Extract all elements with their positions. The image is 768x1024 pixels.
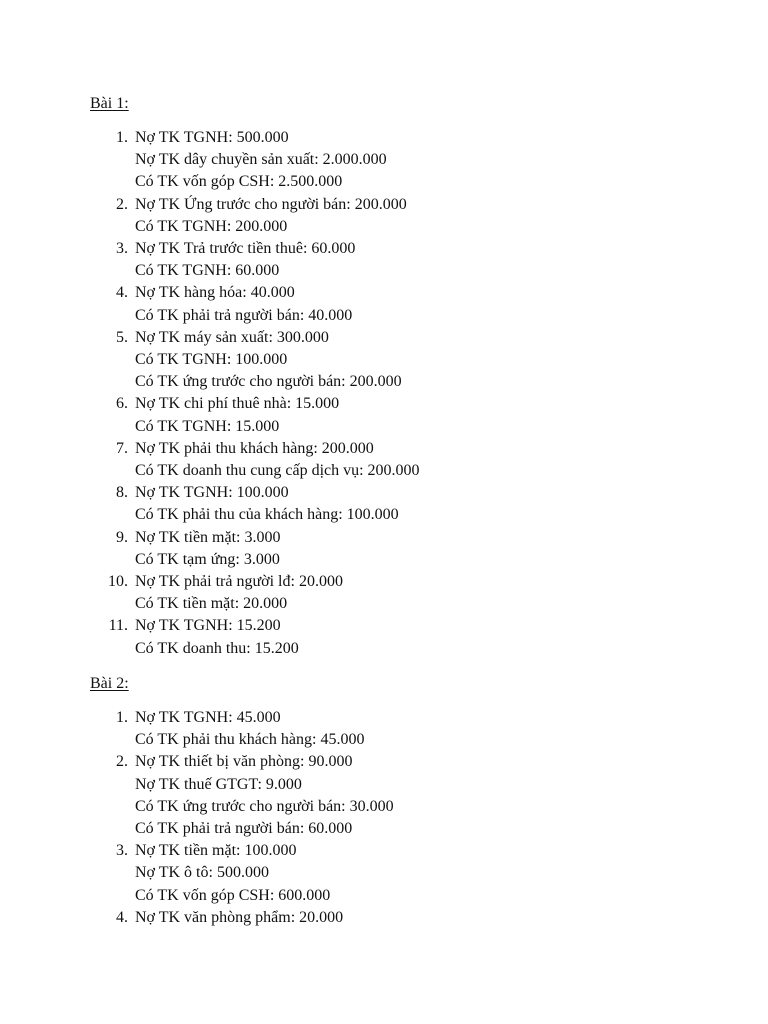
entry-number: 7. [116, 439, 128, 457]
entry-number: 2. [116, 195, 128, 213]
entry-line: Có TK vốn góp CSH: 2.500.000 [135, 173, 343, 191]
entry-line: Nợ TK tiền mặt: 3.000 [135, 528, 281, 546]
entry-line: Nợ TK tiền mặt: 100.000 [135, 842, 297, 860]
entry-line: Nợ TK phải trả người lđ: 20.000 [135, 573, 343, 591]
entry-line: Nợ TK dây chuyền sản xuất: 2.000.000 [135, 151, 387, 169]
journal-entry [0, 194, 420, 238]
journal-entry [0, 127, 420, 194]
entry-line: Nợ TK ô tô: 500.000 [135, 864, 269, 882]
journal-entry [0, 840, 394, 907]
entry-line: Nợ TK TGNH: 45.000 [135, 709, 281, 726]
entry-line: Nợ TK Trả trước tiền thuê: 60.000 [135, 240, 356, 258]
entry-line: Có TK TGNH: 60.000 [135, 262, 280, 280]
journal-entry [0, 571, 420, 615]
entry-lines [135, 282, 420, 326]
entry-number: 2. [116, 753, 128, 771]
entry-number: 11. [108, 617, 128, 635]
section-heading-bai-2: Bài 2: [90, 675, 129, 692]
entry-line: Có TK TGNH: 15.000 [135, 417, 280, 435]
entry-lines [135, 127, 420, 194]
entry-lines [135, 707, 394, 751]
journal-entry [0, 615, 420, 659]
entry-line: Có TK TGNH: 100.000 [135, 351, 288, 369]
journal-entry [0, 438, 420, 482]
entry-number: 3. [116, 240, 128, 258]
entry-number: 4. [116, 908, 128, 926]
entry-number: 4. [116, 284, 128, 302]
entry-line: Nợ TK hàng hóa: 40.000 [135, 284, 295, 302]
entry-number: 3. [116, 842, 128, 860]
journal-entry [0, 907, 394, 929]
entry-number: 8. [116, 484, 128, 502]
entry-number: 9. [116, 528, 128, 546]
entry-line: Nợ TK TGNH: 100.000 [135, 484, 289, 502]
entry-lines [135, 571, 420, 615]
exercise-list-bai-2 [0, 707, 394, 929]
journal-entry [0, 751, 394, 840]
entry-lines [135, 615, 420, 659]
entry-line: Có TK tạm ứng: 3.000 [135, 550, 280, 568]
journal-entry [0, 707, 394, 751]
entry-line: Có TK phải thu của khách hàng: 100.000 [135, 506, 399, 524]
entry-line: Nợ TK văn phòng phẩm: 20.000 [135, 908, 344, 926]
entry-line: Có TK ứng trước cho người bán: 200.000 [135, 373, 402, 391]
entry-line: Có TK phải trả người bán: 60.000 [135, 820, 353, 838]
entry-line: Nợ TK máy sản xuất: 300.000 [135, 328, 329, 346]
entry-line: Nợ TK Ứng trước cho người bán: 200.000 [135, 195, 407, 213]
entry-line: Có TK doanh thu: 15.200 [135, 639, 299, 657]
entry-line: Nợ TK TGNH: 15.200 [135, 617, 281, 635]
entry-line: Nợ TK thuế GTGT: 9.000 [135, 775, 302, 793]
entry-line: Nợ TK TGNH: 500.000 [135, 129, 289, 146]
entry-lines [135, 238, 420, 282]
entry-line: Có TK phải thu khách hàng: 45.000 [135, 731, 365, 749]
entry-lines [135, 840, 394, 907]
entry-line: Có TK ứng trước cho người bán: 30.000 [135, 797, 394, 815]
entry-line: Có TK phải trả người bán: 40.000 [135, 306, 353, 324]
entry-lines [135, 527, 420, 571]
entry-lines [135, 393, 420, 437]
entry-lines [135, 482, 420, 526]
entry-line: Có TK doanh thu cung cấp dịch vụ: 200.000 [135, 462, 420, 480]
entry-number: 1. [116, 709, 128, 726]
journal-entry [0, 238, 420, 282]
entry-lines [135, 194, 420, 238]
entry-lines [135, 438, 420, 482]
entry-number: 1. [116, 129, 128, 146]
entry-lines [135, 907, 394, 929]
entry-line: Có TK TGNH: 200.000 [135, 217, 288, 235]
exercise-list-bai-1 [0, 127, 420, 660]
journal-entry [0, 327, 420, 394]
section-heading-bai-1: Bài 1: [90, 95, 129, 112]
journal-entry [0, 393, 420, 437]
entry-lines [135, 327, 420, 394]
entry-lines [135, 751, 394, 840]
entry-line: Nợ TK chi phí thuê nhà: 15.000 [135, 395, 340, 413]
journal-entry [0, 482, 420, 526]
entry-line: Có TK tiền mặt: 20.000 [135, 595, 288, 613]
entry-line: Nợ TK thiết bị văn phòng: 90.000 [135, 753, 353, 771]
entry-line: Có TK vốn góp CSH: 600.000 [135, 886, 331, 904]
journal-entry [0, 527, 420, 571]
entry-number: 10. [108, 573, 128, 591]
entry-number: 6. [116, 395, 128, 413]
entry-line: Nợ TK phải thu khách hàng: 200.000 [135, 439, 374, 457]
entry-number: 5. [116, 328, 128, 346]
journal-entry [0, 282, 420, 326]
